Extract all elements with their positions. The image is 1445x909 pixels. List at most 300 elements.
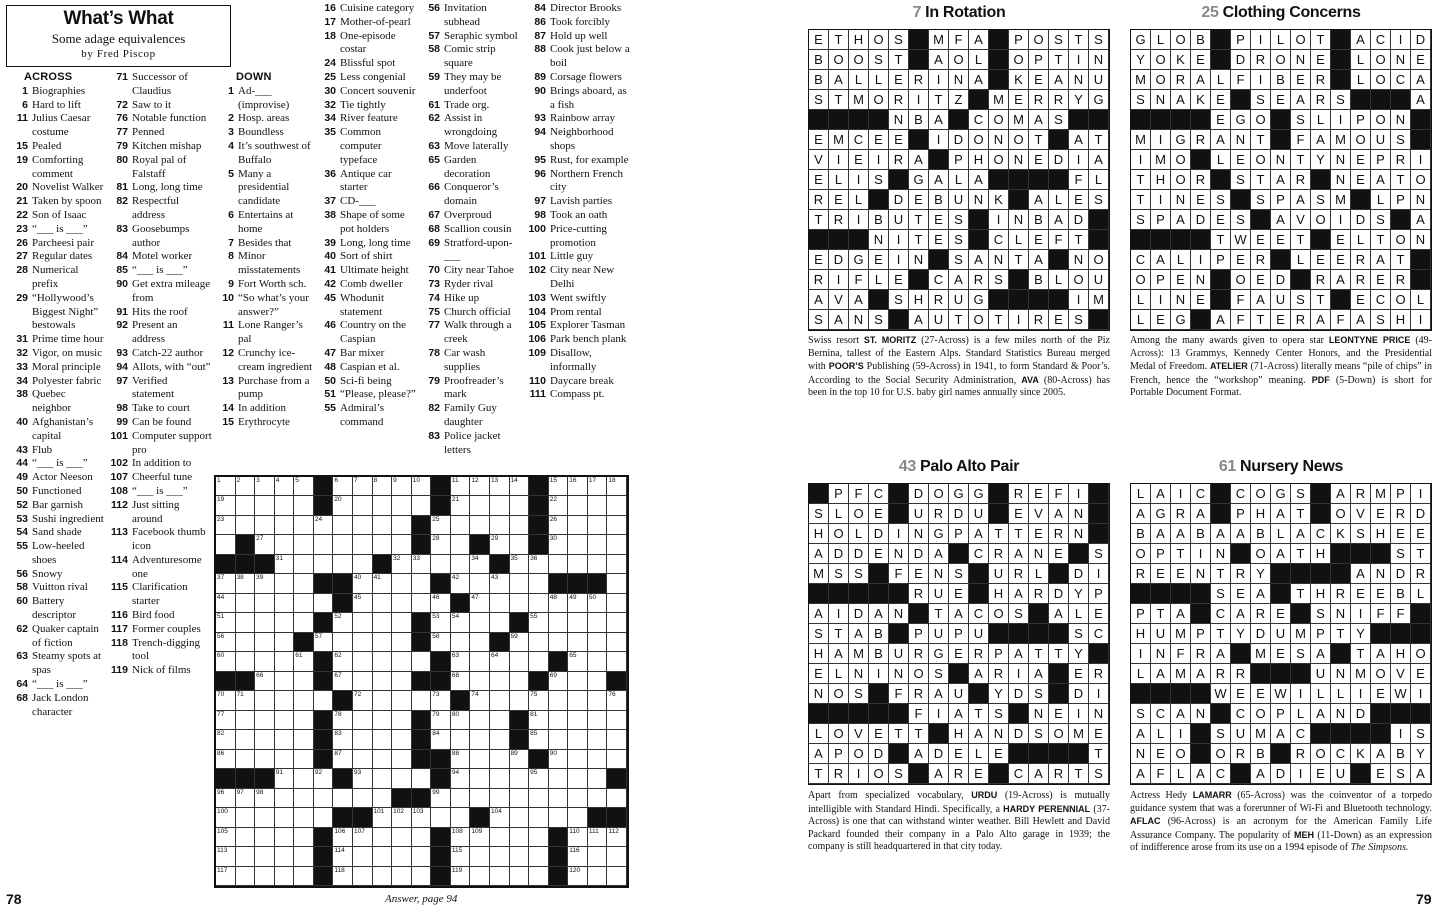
grid-square[interactable] <box>529 652 549 671</box>
grid-square[interactable] <box>588 477 608 496</box>
grid-square[interactable] <box>353 574 373 593</box>
grid-square[interactable] <box>490 594 510 613</box>
grid-square[interactable] <box>490 847 510 866</box>
grid-square[interactable] <box>510 672 530 691</box>
grid-square[interactable] <box>216 789 236 808</box>
grid-square[interactable] <box>470 496 490 515</box>
grid-square[interactable] <box>431 633 451 652</box>
grid-square[interactable] <box>549 808 569 827</box>
grid-square[interactable] <box>412 828 432 847</box>
grid-square[interactable] <box>412 594 432 613</box>
grid-square[interactable] <box>216 652 236 671</box>
grid-square[interactable] <box>490 652 510 671</box>
grid-square[interactable] <box>568 496 588 515</box>
grid-square[interactable] <box>373 711 393 730</box>
grid-square[interactable] <box>470 555 490 574</box>
grid-square[interactable] <box>294 691 314 710</box>
grid-square[interactable] <box>588 633 608 652</box>
grid-square[interactable] <box>588 613 608 632</box>
grid-square[interactable] <box>490 730 510 749</box>
grid-square[interactable] <box>451 477 471 496</box>
grid-square[interactable] <box>294 555 314 574</box>
grid-square[interactable] <box>216 516 236 535</box>
grid-square[interactable] <box>607 730 627 749</box>
grid-square[interactable] <box>236 750 256 769</box>
grid-square[interactable] <box>275 672 295 691</box>
grid-square[interactable] <box>255 594 275 613</box>
grid-square[interactable] <box>255 828 275 847</box>
grid-square[interactable] <box>510 750 530 769</box>
grid-square[interactable] <box>314 516 334 535</box>
grid-square[interactable] <box>236 808 256 827</box>
grid-square[interactable] <box>392 730 412 749</box>
grid-square[interactable] <box>451 750 471 769</box>
grid-square[interactable] <box>353 496 373 515</box>
grid-square[interactable] <box>294 711 314 730</box>
grid-square[interactable] <box>529 808 549 827</box>
grid-square[interactable] <box>607 789 627 808</box>
grid-square[interactable] <box>373 750 393 769</box>
grid-square[interactable] <box>529 594 549 613</box>
grid-square[interactable] <box>431 711 451 730</box>
grid-square[interactable] <box>333 613 353 632</box>
grid-square[interactable] <box>549 516 569 535</box>
grid-square[interactable] <box>294 516 314 535</box>
grid-square[interactable] <box>588 769 608 788</box>
grid-square[interactable] <box>333 496 353 515</box>
grid-square[interactable] <box>314 769 334 788</box>
grid-square[interactable] <box>275 730 295 749</box>
grid-square[interactable] <box>588 711 608 730</box>
grid-square[interactable] <box>412 847 432 866</box>
grid-square[interactable] <box>510 691 530 710</box>
grid-square[interactable] <box>588 516 608 535</box>
grid-square[interactable] <box>255 633 275 652</box>
grid-square[interactable] <box>275 808 295 827</box>
grid-square[interactable] <box>568 769 588 788</box>
grid-square[interactable] <box>255 652 275 671</box>
grid-square[interactable] <box>275 516 295 535</box>
grid-square[interactable] <box>470 477 490 496</box>
grid-square[interactable] <box>490 828 510 847</box>
grid-square[interactable] <box>216 691 236 710</box>
grid-square[interactable] <box>549 594 569 613</box>
grid-square[interactable] <box>294 750 314 769</box>
grid-square[interactable] <box>470 730 490 749</box>
grid-square[interactable] <box>510 477 530 496</box>
grid-square[interactable] <box>510 633 530 652</box>
grid-square[interactable] <box>451 789 471 808</box>
grid-square[interactable] <box>353 652 373 671</box>
grid-square[interactable] <box>236 789 256 808</box>
grid-square[interactable] <box>216 711 236 730</box>
grid-square[interactable] <box>470 574 490 593</box>
grid-square[interactable] <box>353 691 373 710</box>
grid-square[interactable] <box>275 789 295 808</box>
grid-square[interactable] <box>607 613 627 632</box>
grid-square[interactable] <box>607 750 627 769</box>
grid-square[interactable] <box>255 847 275 866</box>
grid-square[interactable] <box>568 633 588 652</box>
grid-square[interactable] <box>353 633 373 652</box>
grid-square[interactable] <box>607 496 627 515</box>
grid-square[interactable] <box>255 750 275 769</box>
grid-square[interactable] <box>490 613 510 632</box>
grid-square[interactable] <box>275 711 295 730</box>
grid-square[interactable] <box>470 828 490 847</box>
grid-square[interactable] <box>549 555 569 574</box>
grid-square[interactable] <box>607 594 627 613</box>
grid-square[interactable] <box>255 691 275 710</box>
grid-square[interactable] <box>353 789 373 808</box>
grid-square[interactable] <box>333 516 353 535</box>
grid-square[interactable] <box>412 808 432 827</box>
grid-square[interactable] <box>392 750 412 769</box>
grid-square[interactable] <box>373 808 393 827</box>
grid-square[interactable] <box>510 535 530 554</box>
grid-square[interactable] <box>451 555 471 574</box>
grid-square[interactable] <box>314 691 334 710</box>
grid-square[interactable] <box>392 496 412 515</box>
grid-square[interactable] <box>431 789 451 808</box>
grid-square[interactable] <box>568 516 588 535</box>
grid-square[interactable] <box>392 535 412 554</box>
grid-square[interactable] <box>588 555 608 574</box>
grid-square[interactable] <box>451 828 471 847</box>
grid-square[interactable] <box>431 730 451 749</box>
grid-square[interactable] <box>333 672 353 691</box>
grid-square[interactable] <box>216 847 236 866</box>
grid-square[interactable] <box>568 613 588 632</box>
grid-square[interactable] <box>431 808 451 827</box>
grid-square[interactable] <box>588 750 608 769</box>
grid-square[interactable] <box>216 730 236 749</box>
grid-square[interactable] <box>510 847 530 866</box>
grid-square[interactable] <box>588 672 608 691</box>
grid-square[interactable] <box>568 808 588 827</box>
grid-square[interactable] <box>568 535 588 554</box>
grid-square[interactable] <box>275 633 295 652</box>
grid-square[interactable] <box>294 535 314 554</box>
grid-square[interactable] <box>607 847 627 866</box>
grid-square[interactable] <box>294 867 314 886</box>
grid-square[interactable] <box>588 730 608 749</box>
grid-square[interactable] <box>294 613 314 632</box>
grid-square[interactable] <box>588 594 608 613</box>
grid-square[interactable] <box>236 594 256 613</box>
grid-square[interactable] <box>255 730 275 749</box>
grid-square[interactable] <box>607 711 627 730</box>
grid-square[interactable] <box>353 672 373 691</box>
grid-square[interactable] <box>294 789 314 808</box>
grid-square[interactable] <box>333 711 353 730</box>
grid-square[interactable] <box>588 535 608 554</box>
grid-square[interactable] <box>294 672 314 691</box>
grid-square[interactable] <box>607 555 627 574</box>
grid-square[interactable] <box>451 496 471 515</box>
grid-square[interactable] <box>275 535 295 554</box>
grid-square[interactable] <box>529 789 549 808</box>
grid-square[interactable] <box>392 516 412 535</box>
grid-square[interactable] <box>294 574 314 593</box>
grid-square[interactable] <box>549 496 569 515</box>
grid-square[interactable] <box>588 847 608 866</box>
grid-square[interactable] <box>353 847 373 866</box>
grid-square[interactable] <box>392 574 412 593</box>
grid-square[interactable] <box>529 574 549 593</box>
grid-square[interactable] <box>373 672 393 691</box>
grid-square[interactable] <box>353 516 373 535</box>
grid-square[interactable] <box>607 477 627 496</box>
grid-square[interactable] <box>529 847 549 866</box>
grid-square[interactable] <box>333 652 353 671</box>
grid-square[interactable] <box>353 594 373 613</box>
grid-square[interactable] <box>568 691 588 710</box>
grid-square[interactable] <box>490 574 510 593</box>
grid-square[interactable] <box>333 730 353 749</box>
grid-square[interactable] <box>373 613 393 632</box>
grid-square[interactable] <box>373 516 393 535</box>
grid-square[interactable] <box>490 535 510 554</box>
grid-square[interactable] <box>490 691 510 710</box>
grid-square[interactable] <box>236 613 256 632</box>
grid-square[interactable] <box>236 652 256 671</box>
grid-square[interactable] <box>568 847 588 866</box>
grid-square[interactable] <box>451 613 471 632</box>
grid-square[interactable] <box>588 691 608 710</box>
grid-square[interactable] <box>529 633 549 652</box>
grid-square[interactable] <box>412 477 432 496</box>
grid-square[interactable] <box>510 769 530 788</box>
grid-square[interactable] <box>373 769 393 788</box>
grid-square[interactable] <box>373 867 393 886</box>
grid-square[interactable] <box>236 730 256 749</box>
grid-square[interactable] <box>392 711 412 730</box>
grid-square[interactable] <box>412 574 432 593</box>
grid-square[interactable] <box>392 633 412 652</box>
grid-square[interactable] <box>333 555 353 574</box>
grid-square[interactable] <box>588 496 608 515</box>
grid-square[interactable] <box>490 672 510 691</box>
grid-square[interactable] <box>255 477 275 496</box>
grid-square[interactable] <box>373 652 393 671</box>
grid-square[interactable] <box>294 730 314 749</box>
grid-square[interactable] <box>275 594 295 613</box>
grid-square[interactable] <box>470 652 490 671</box>
grid-square[interactable] <box>314 633 334 652</box>
grid-square[interactable] <box>392 828 412 847</box>
grid-square[interactable] <box>255 516 275 535</box>
grid-square[interactable] <box>275 613 295 632</box>
grid-square[interactable] <box>568 789 588 808</box>
grid-square[interactable] <box>216 535 236 554</box>
grid-square[interactable] <box>353 750 373 769</box>
grid-square[interactable] <box>568 594 588 613</box>
grid-square[interactable] <box>275 828 295 847</box>
grid-square[interactable] <box>490 711 510 730</box>
grid-square[interactable] <box>568 711 588 730</box>
grid-square[interactable] <box>588 828 608 847</box>
grid-square[interactable] <box>275 574 295 593</box>
grid-square[interactable] <box>549 730 569 749</box>
grid-square[interactable] <box>588 652 608 671</box>
grid-square[interactable] <box>314 535 334 554</box>
grid-square[interactable] <box>353 769 373 788</box>
grid-square[interactable] <box>216 574 236 593</box>
grid-square[interactable] <box>216 594 236 613</box>
grid-square[interactable] <box>412 867 432 886</box>
grid-square[interactable] <box>451 516 471 535</box>
grid-square[interactable] <box>373 496 393 515</box>
grid-square[interactable] <box>451 867 471 886</box>
grid-square[interactable] <box>451 633 471 652</box>
grid-square[interactable] <box>333 867 353 886</box>
grid-square[interactable] <box>451 808 471 827</box>
grid-square[interactable] <box>333 633 353 652</box>
grid-square[interactable] <box>294 594 314 613</box>
grid-square[interactable] <box>255 535 275 554</box>
grid-square[interactable] <box>510 496 530 515</box>
grid-square[interactable] <box>333 847 353 866</box>
grid-square[interactable] <box>333 535 353 554</box>
grid-square[interactable] <box>216 808 236 827</box>
grid-square[interactable] <box>255 613 275 632</box>
grid-square[interactable] <box>294 496 314 515</box>
grid-square[interactable] <box>470 867 490 886</box>
grid-square[interactable] <box>431 555 451 574</box>
grid-square[interactable] <box>236 516 256 535</box>
grid-square[interactable] <box>236 847 256 866</box>
grid-square[interactable] <box>470 633 490 652</box>
grid-square[interactable] <box>470 847 490 866</box>
grid-square[interactable] <box>568 672 588 691</box>
grid-square[interactable] <box>412 769 432 788</box>
grid-square[interactable] <box>216 613 236 632</box>
grid-square[interactable] <box>529 828 549 847</box>
grid-square[interactable] <box>392 808 412 827</box>
grid-square[interactable] <box>314 789 334 808</box>
grid-square[interactable] <box>470 613 490 632</box>
grid-square[interactable] <box>607 652 627 671</box>
grid-square[interactable] <box>353 613 373 632</box>
grid-square[interactable] <box>236 633 256 652</box>
grid-square[interactable] <box>607 574 627 593</box>
grid-square[interactable] <box>607 828 627 847</box>
grid-square[interactable] <box>490 769 510 788</box>
grid-square[interactable] <box>470 672 490 691</box>
grid-square[interactable] <box>255 672 275 691</box>
grid-square[interactable] <box>392 769 412 788</box>
grid-square[interactable] <box>294 652 314 671</box>
grid-square[interactable] <box>294 769 314 788</box>
grid-square[interactable] <box>510 652 530 671</box>
grid-square[interactable] <box>412 555 432 574</box>
grid-square[interactable] <box>549 769 569 788</box>
grid-square[interactable] <box>529 613 549 632</box>
grid-square[interactable] <box>353 535 373 554</box>
grid-square[interactable] <box>529 867 549 886</box>
grid-square[interactable] <box>255 808 275 827</box>
grid-square[interactable] <box>510 555 530 574</box>
grid-square[interactable] <box>373 730 393 749</box>
grid-square[interactable] <box>490 516 510 535</box>
grid-square[interactable] <box>568 867 588 886</box>
grid-square[interactable] <box>607 691 627 710</box>
grid-square[interactable] <box>236 691 256 710</box>
grid-square[interactable] <box>353 477 373 496</box>
grid-square[interactable] <box>431 516 451 535</box>
grid-square[interactable] <box>412 652 432 671</box>
grid-square[interactable] <box>588 789 608 808</box>
grid-square[interactable] <box>470 691 490 710</box>
grid-square[interactable] <box>314 808 334 827</box>
grid-square[interactable] <box>568 555 588 574</box>
grid-square[interactable] <box>392 867 412 886</box>
grid-square[interactable] <box>607 535 627 554</box>
grid-square[interactable] <box>549 535 569 554</box>
grid-square[interactable] <box>451 574 471 593</box>
grid-square[interactable] <box>451 847 471 866</box>
grid-square[interactable] <box>294 828 314 847</box>
grid-square[interactable] <box>412 691 432 710</box>
grid-square[interactable] <box>236 828 256 847</box>
grid-square[interactable] <box>333 477 353 496</box>
grid-square[interactable] <box>333 789 353 808</box>
grid-square[interactable] <box>607 867 627 886</box>
grid-square[interactable] <box>490 477 510 496</box>
grid-square[interactable] <box>510 867 530 886</box>
main-crossword-grid[interactable] <box>214 475 629 888</box>
grid-square[interactable] <box>451 652 471 671</box>
grid-square[interactable] <box>412 496 432 515</box>
grid-square[interactable] <box>216 477 236 496</box>
grid-square[interactable] <box>373 594 393 613</box>
grid-square[interactable] <box>275 867 295 886</box>
grid-square[interactable] <box>510 516 530 535</box>
grid-square[interactable] <box>588 867 608 886</box>
grid-square[interactable] <box>255 867 275 886</box>
grid-square[interactable] <box>392 613 412 632</box>
grid-square[interactable] <box>373 477 393 496</box>
grid-square[interactable] <box>275 555 295 574</box>
grid-square[interactable] <box>510 808 530 827</box>
grid-square[interactable] <box>510 594 530 613</box>
grid-square[interactable] <box>549 477 569 496</box>
grid-square[interactable] <box>275 496 295 515</box>
grid-square[interactable] <box>216 633 236 652</box>
grid-square[interactable] <box>568 750 588 769</box>
grid-square[interactable] <box>216 750 236 769</box>
grid-square[interactable] <box>549 691 569 710</box>
grid-square[interactable] <box>373 847 393 866</box>
grid-square[interactable] <box>392 847 412 866</box>
grid-square[interactable] <box>470 711 490 730</box>
grid-square[interactable] <box>549 613 569 632</box>
grid-square[interactable] <box>294 808 314 827</box>
grid-square[interactable] <box>275 691 295 710</box>
grid-square[interactable] <box>490 808 510 827</box>
grid-square[interactable] <box>373 535 393 554</box>
grid-square[interactable] <box>275 750 295 769</box>
grid-square[interactable] <box>451 535 471 554</box>
grid-square[interactable] <box>568 730 588 749</box>
grid-square[interactable] <box>470 516 490 535</box>
grid-square[interactable] <box>392 594 412 613</box>
grid-square[interactable] <box>373 574 393 593</box>
grid-square[interactable] <box>392 477 412 496</box>
grid-square[interactable] <box>568 477 588 496</box>
grid-square[interactable] <box>294 477 314 496</box>
